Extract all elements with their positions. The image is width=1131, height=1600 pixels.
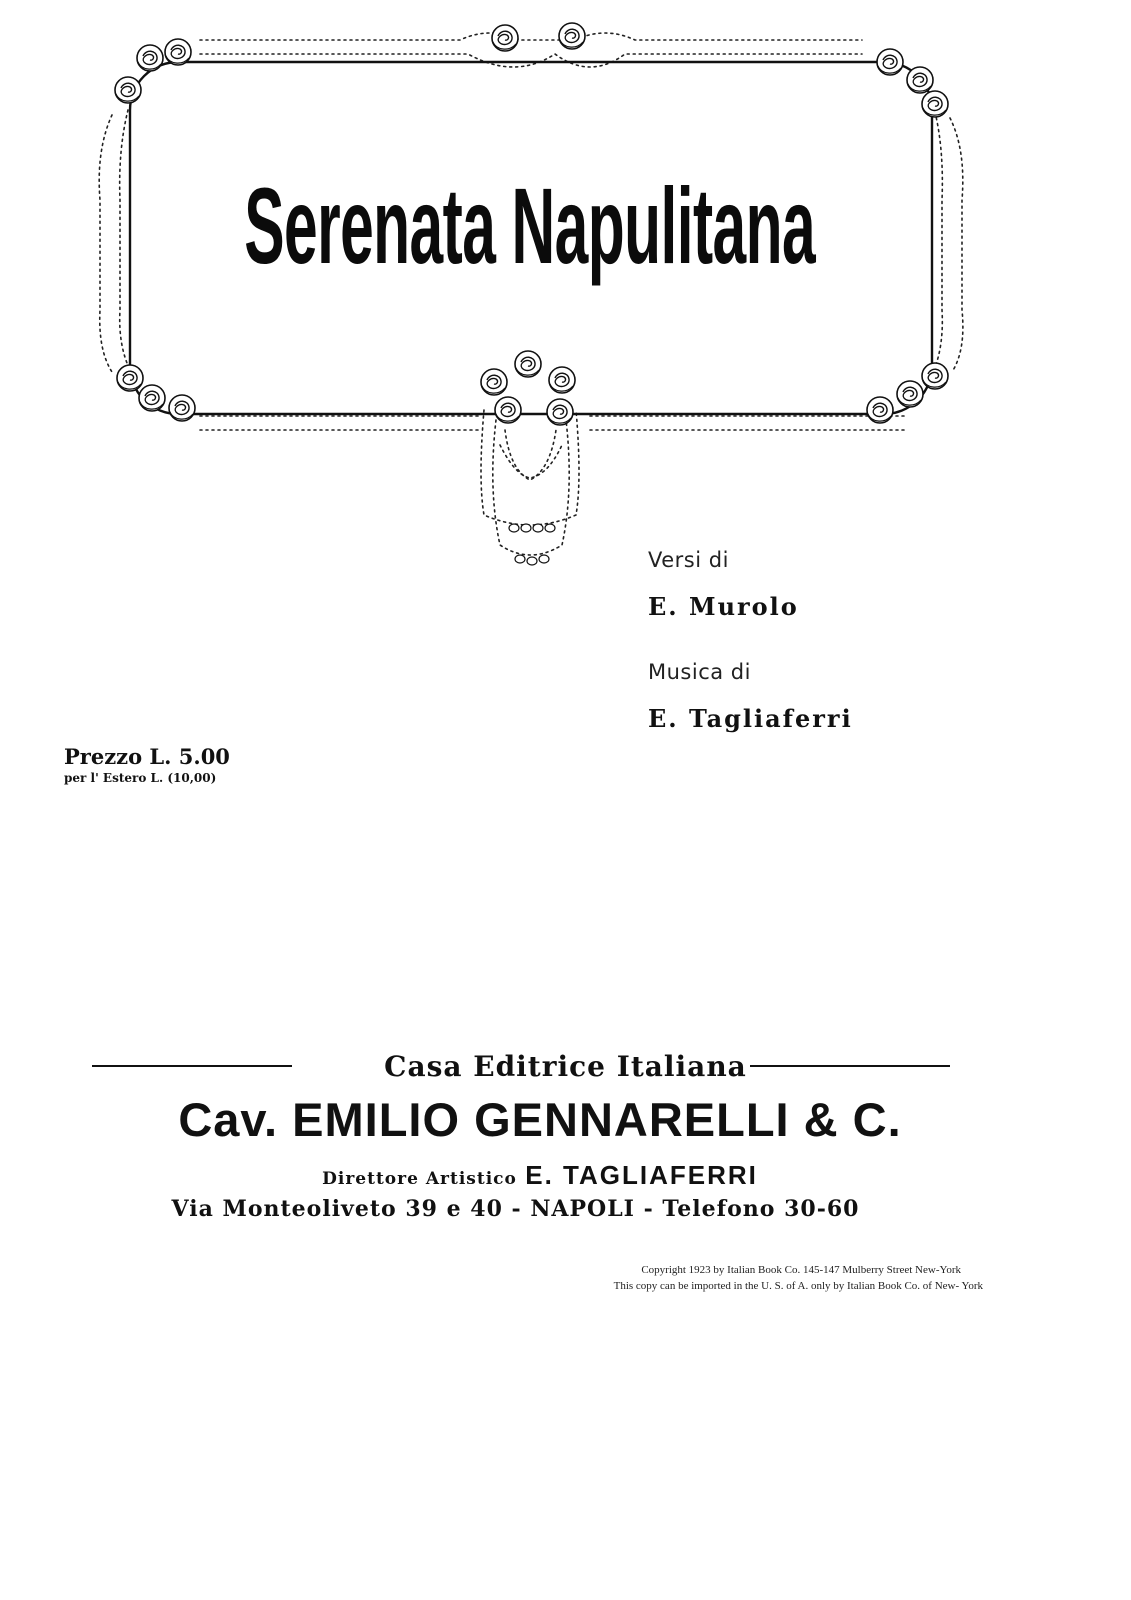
artistic-director xyxy=(0,1160,1080,1191)
price-foreign: per l' Estero L. (10,00) xyxy=(64,771,217,785)
ornamental-frame xyxy=(0,0,1131,620)
price-main: Prezzo L. 5.00 xyxy=(64,744,230,769)
director-name: E. TAGLIAFERRI xyxy=(525,1160,758,1190)
bead-row xyxy=(509,524,555,565)
director-label: Direttore Artistico xyxy=(322,1169,517,1189)
rose-cluster-icon xyxy=(877,49,948,117)
copyright-line-1: Copyright 1923 by Italian Book Co. 145-147 Mulberry Street New-York xyxy=(641,1264,961,1276)
rose-cluster-icon xyxy=(867,363,948,423)
music-label: Musica di xyxy=(648,660,751,684)
rose-cluster-icon xyxy=(492,23,585,51)
rose-cluster-icon xyxy=(115,39,191,103)
publisher-name: Cav. EMILIO GENNARELLI & C. xyxy=(178,1093,902,1146)
lyrics-author: E. Murolo xyxy=(648,592,799,621)
music-author: E. Tagliaferri xyxy=(648,704,853,733)
copyright-notice xyxy=(613,1262,983,1294)
copyright-line-2: This copy can be imported in the U. S. of A. only by Italian Book Co. of New- York xyxy=(613,1280,983,1292)
publisher-address: Via Monteoliveto 39 e 40 - NAPOLI - Telefono 30-60 xyxy=(171,1196,860,1222)
lyrics-label: Versi di xyxy=(648,548,729,572)
song-title xyxy=(140,150,920,300)
song-title-text: Serenata Napulitana xyxy=(244,164,816,286)
rose-cluster-icon xyxy=(117,365,195,421)
publisher-house: Casa Editrice Italiana xyxy=(384,1050,747,1083)
